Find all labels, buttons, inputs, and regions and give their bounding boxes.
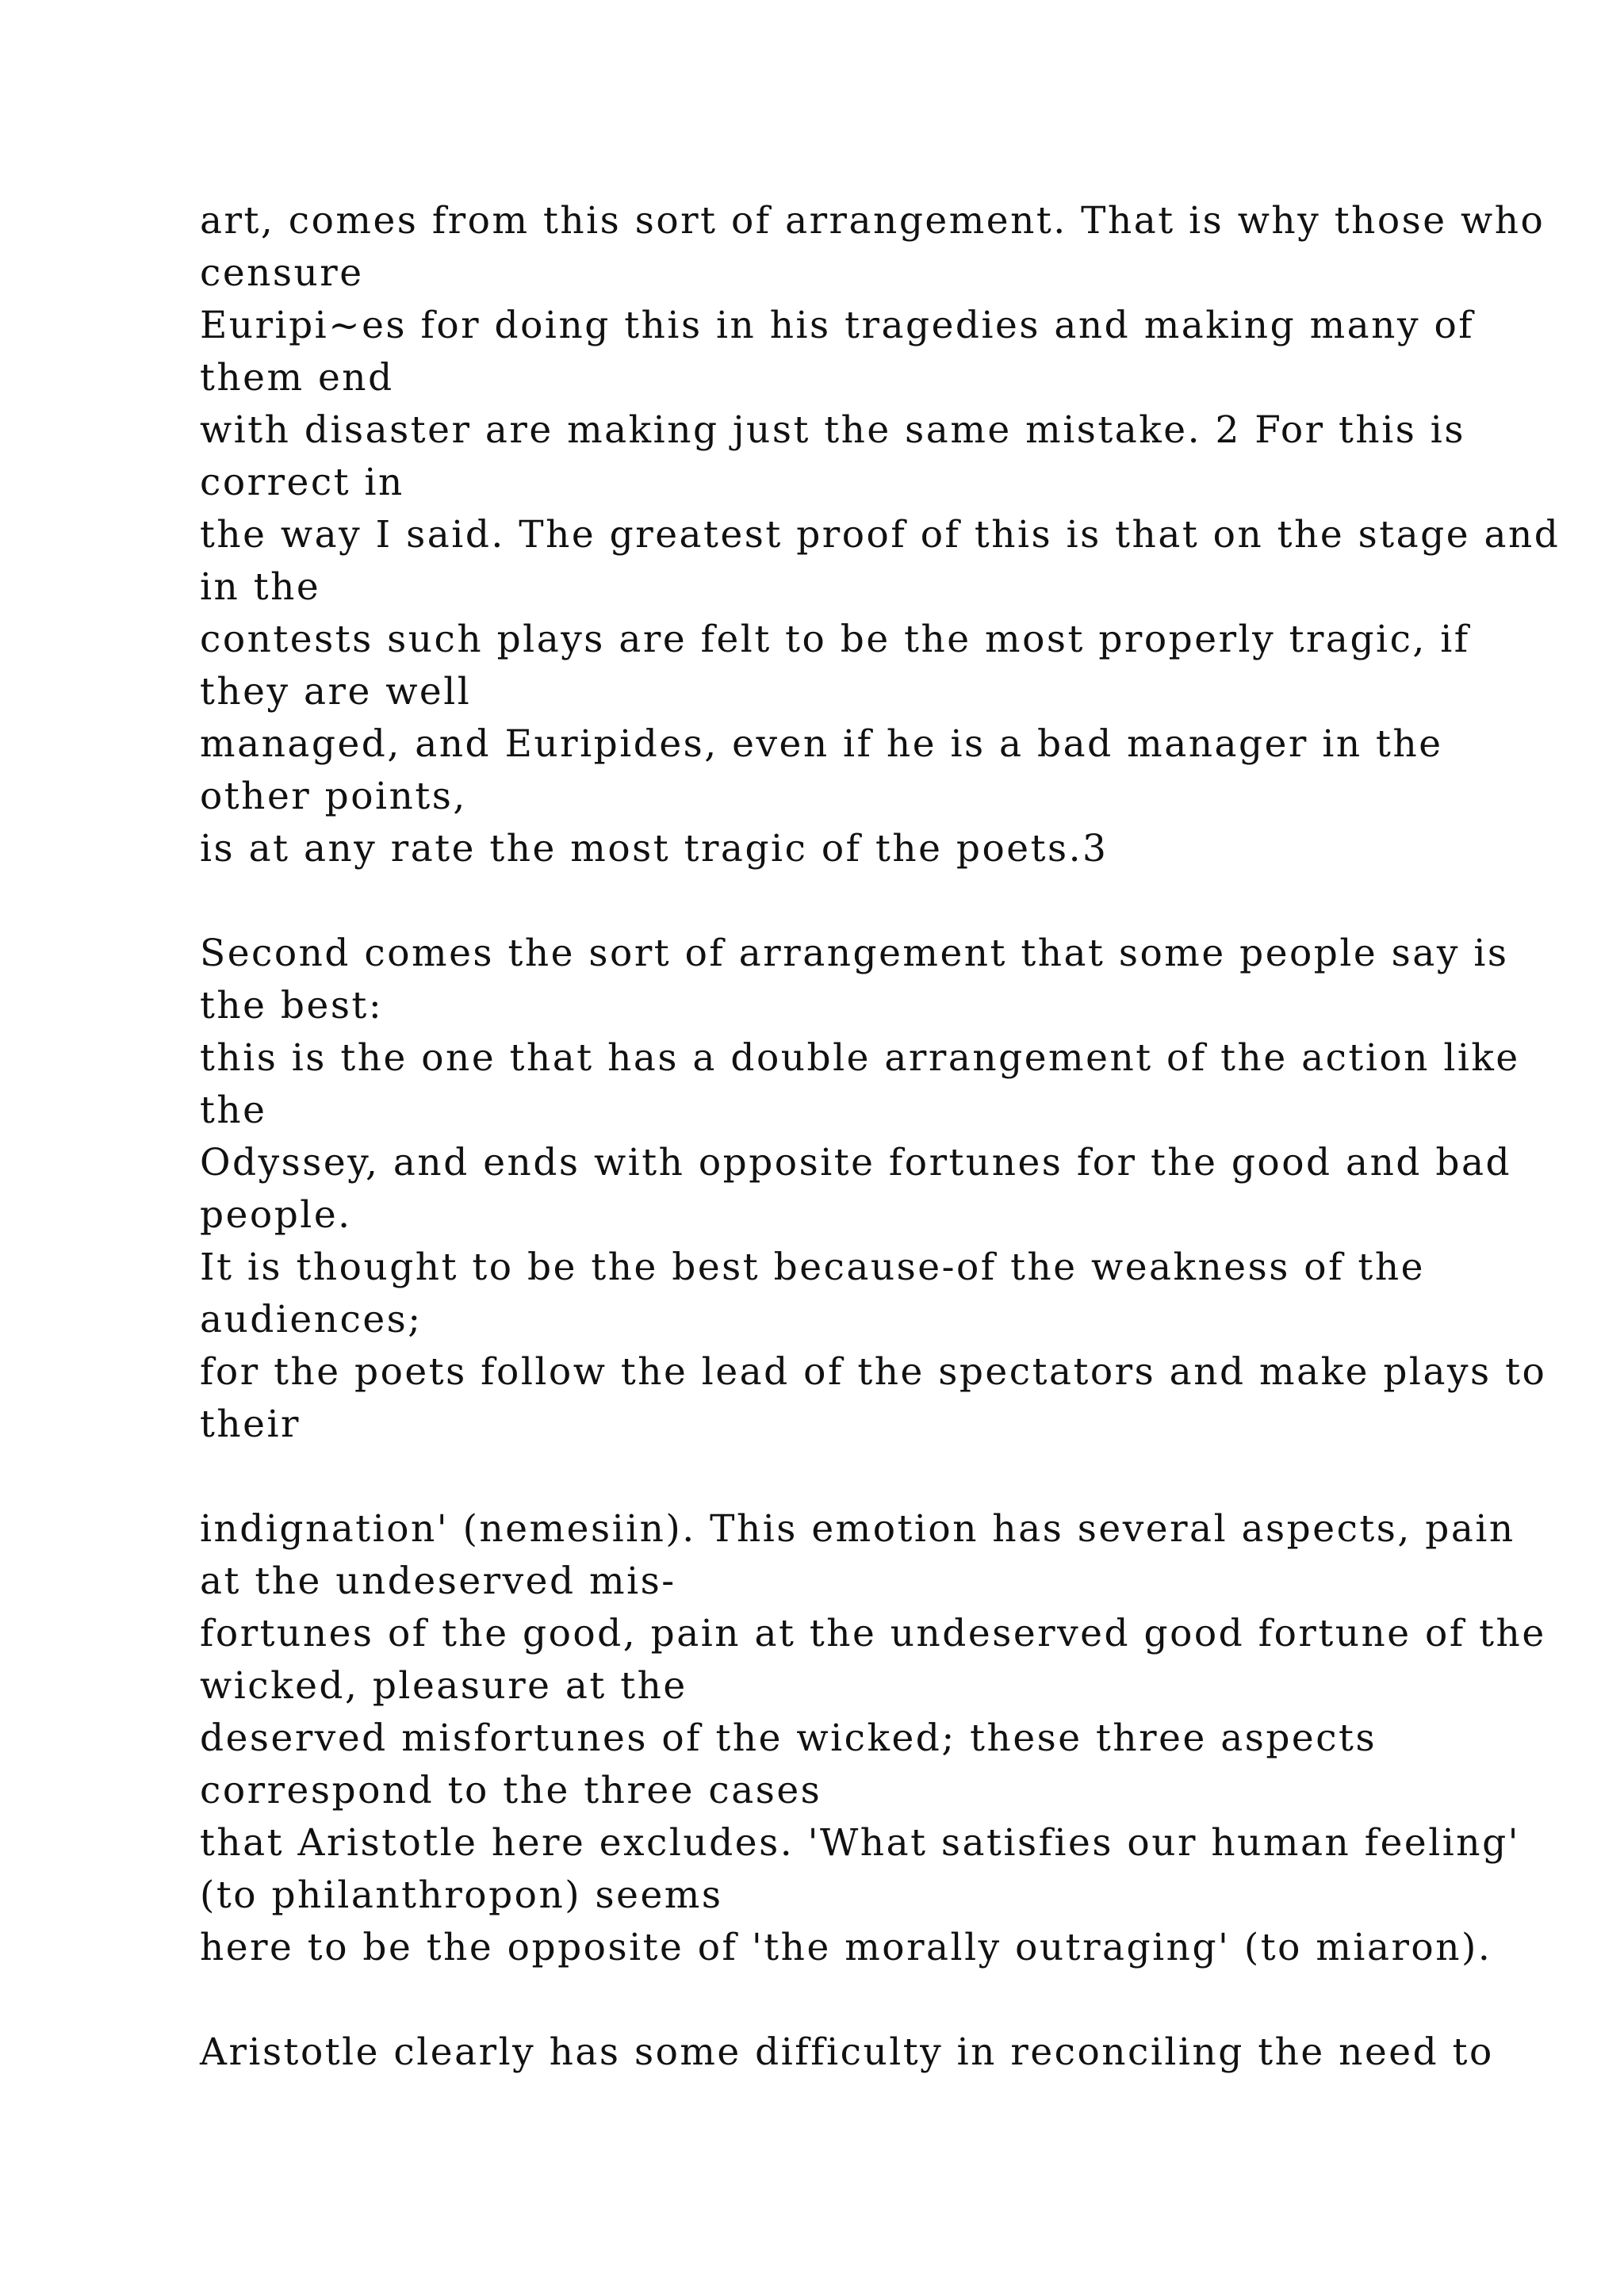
paragraph-break [200, 1974, 1500, 2026]
text-line: the best: [200, 984, 384, 1027]
text-line: with disaster are making just the same mistake. 2 For this is [200, 408, 1465, 452]
text-line: correct in [200, 461, 404, 504]
text-line: correspond to the three cases [200, 1769, 822, 1812]
paragraph-break [200, 875, 1500, 928]
text-line: contests such plays are felt to be the most properly tragic, if [200, 618, 1470, 661]
text-line: It is thought to be the best because-of the weakness of the [200, 1246, 1425, 1289]
text-line: art, comes from this sort of arrangement. That is why those who [200, 199, 1545, 243]
text-line: people. [200, 1193, 352, 1237]
text-line: Second comes the sort of arrangement that some people say is [200, 932, 1509, 975]
text-line: fortunes of the good, pain at the undeserved good fortune of the [200, 1612, 1546, 1655]
text-line: here to be the opposite of 'the morally outraging' (to miaron). [200, 1926, 1492, 1969]
text-line: managed, and Euripides, even if he is a bad manager in the [200, 722, 1443, 766]
text-line: deserved misfortunes of the wicked; these three aspects [200, 1716, 1377, 1760]
text-line: this is the one that has a double arrangement of the action like [200, 1036, 1520, 1080]
text-line: they are well [200, 670, 472, 714]
text-line: in the [200, 565, 321, 609]
text-line: (to philanthropon) seems [200, 1873, 723, 1917]
text-line: that Aristotle here excludes. 'What satisfies our human feeling' [200, 1821, 1521, 1865]
text-line: the way I said. The greatest proof of this is that on the stage and [200, 513, 1561, 557]
text-line: other points, [200, 775, 467, 818]
text-line: at the undeserved mis- [200, 1559, 676, 1603]
document-text [200, 195, 1561, 2079]
text-line: audiences; [200, 1298, 423, 1341]
text-line: is at any rate the most tragic of the poets.3 [200, 827, 1109, 871]
text-line: Odyssey, and ends with opposite fortunes for the good and bad [200, 1141, 1512, 1184]
text-line: them end [200, 356, 394, 400]
text-line: the [200, 1089, 267, 1132]
text-line: censure [200, 251, 364, 295]
text-line: their [200, 1402, 301, 1446]
text-line: Aristotle clearly has some difficulty in reconciling the need to [200, 2030, 1494, 2074]
text-line: wicked, pleasure at the [200, 1664, 688, 1708]
text-line: indignation' (nemesiin). This emotion has several aspects, pain [200, 1507, 1515, 1551]
paragraph-break [200, 1451, 1500, 1503]
text-line: for the poets follow the lead of the spectators and make plays to [200, 1350, 1547, 1394]
text-line: Euripi~es for doing this in his tragedies and making many of [200, 304, 1475, 347]
